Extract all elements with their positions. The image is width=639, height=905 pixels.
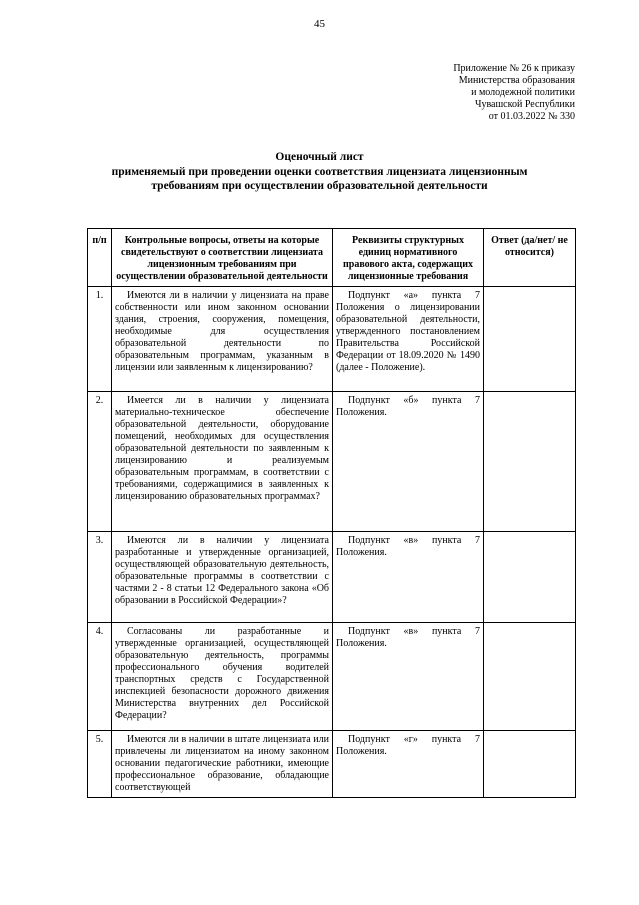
checklist-table	[87, 228, 576, 798]
title-line: применяемый при проведении оценки соответствия лицензиата лицензионным	[111, 165, 528, 178]
row-number: 5.	[88, 731, 112, 798]
table-row	[88, 287, 576, 392]
row-question: Имеются ли в наличии у лицензиата на праве собственности или ином законном основании здания, строения, сооружения, помещения, необходимые для осуществления образовательной деятельности по образовательным программам, указанным в лицензии или заявленным к лицензированию?	[112, 287, 333, 392]
header-answer: Ответ (да/нет/ не относится)	[484, 229, 576, 287]
appendix-line: Министерства образования	[458, 75, 575, 86]
row-answer-cell[interactable]	[484, 532, 576, 623]
row-requisites: Подпункт «в» пункта 7 Положения.	[333, 532, 484, 623]
header-question: Контрольные вопросы, ответы на которые свидетельствуют о соответствии лицензиата лицензионным требованиям при осуществлении образовательной деятельности	[112, 229, 333, 287]
row-question: Имеются ли в наличии у лицензиата разработанные и утвержденные организацией, осуществляющей образовательную деятельность, образовательные программы в соответствии с частями 2 - 8 статьи 12 Федерального закона «Об образовании в Российской Федерации»?	[112, 532, 333, 623]
table-row	[88, 623, 576, 731]
header-num: п/п	[88, 229, 112, 287]
row-number: 3.	[88, 532, 112, 623]
title-line: требованиям при осуществлении образовательной деятельности	[151, 180, 488, 192]
row-question: Имеется ли в наличии у лицензиата материально-техническое обеспечение образовательной деятельности, оборудование помещений, необходимых для осуществления образовательной деятельности по заявленным к лицензированию и реализуемым образовательным программам, в соответствии с требованиями, содержащимися в заявленных к лицензированию образовательных программах?	[112, 392, 333, 532]
appendix-line: Приложение № 26 к приказу	[453, 63, 575, 74]
title-line: Оценочный лист	[275, 151, 364, 163]
row-number: 1.	[88, 287, 112, 392]
table-row	[88, 731, 576, 798]
row-requisites: Подпункт «в» пункта 7 Положения.	[333, 623, 484, 731]
table-row	[88, 392, 576, 532]
table-row	[88, 532, 576, 623]
appendix-note	[335, 63, 575, 123]
row-number: 2.	[88, 392, 112, 532]
appendix-line: от 01.03.2022 № 330	[488, 111, 575, 122]
row-question: Имеются ли в наличии в штате лицензиата или привлечены ли лицензиатом на иному законном основании педагогические работники, имеющие профессиональное образование, обладающие соответствующей	[112, 731, 333, 798]
appendix-line: и молодежной политики	[471, 87, 575, 98]
row-question: Согласованы ли разработанные и утвержденные организацией, осуществляющей образовательную деятельность, программы профессионального обучения водителей транспортных средств с Государственной инспекцией безопасности дорожного движения Министерства внутренних дел Российской Федерации?	[112, 623, 333, 731]
table-header-row	[88, 229, 576, 287]
row-requisites: Подпункт «б» пункта 7 Положения.	[333, 392, 484, 532]
row-answer-cell[interactable]	[484, 287, 576, 392]
page-number: 45	[314, 18, 325, 30]
row-answer-cell[interactable]	[484, 623, 576, 731]
row-number: 4.	[88, 623, 112, 731]
row-requisites: Подпункт «г» пункта 7 Положения.	[333, 731, 484, 798]
appendix-line: Чувашской Республики	[474, 99, 575, 110]
row-answer-cell[interactable]	[484, 392, 576, 532]
header-requisites: Реквизиты структурных единиц нормативного правового акта, содержащих лицензионные требования	[333, 229, 484, 287]
row-requisites: Подпункт «а» пункта 7 Положения о лицензировании образовательной деятельности, утвержденного постановлением Правительства Российской Федерации от 18.09.2020 № 1490 (далее - Положение).	[333, 287, 484, 392]
row-answer-cell[interactable]	[484, 731, 576, 798]
document-title	[50, 150, 589, 194]
